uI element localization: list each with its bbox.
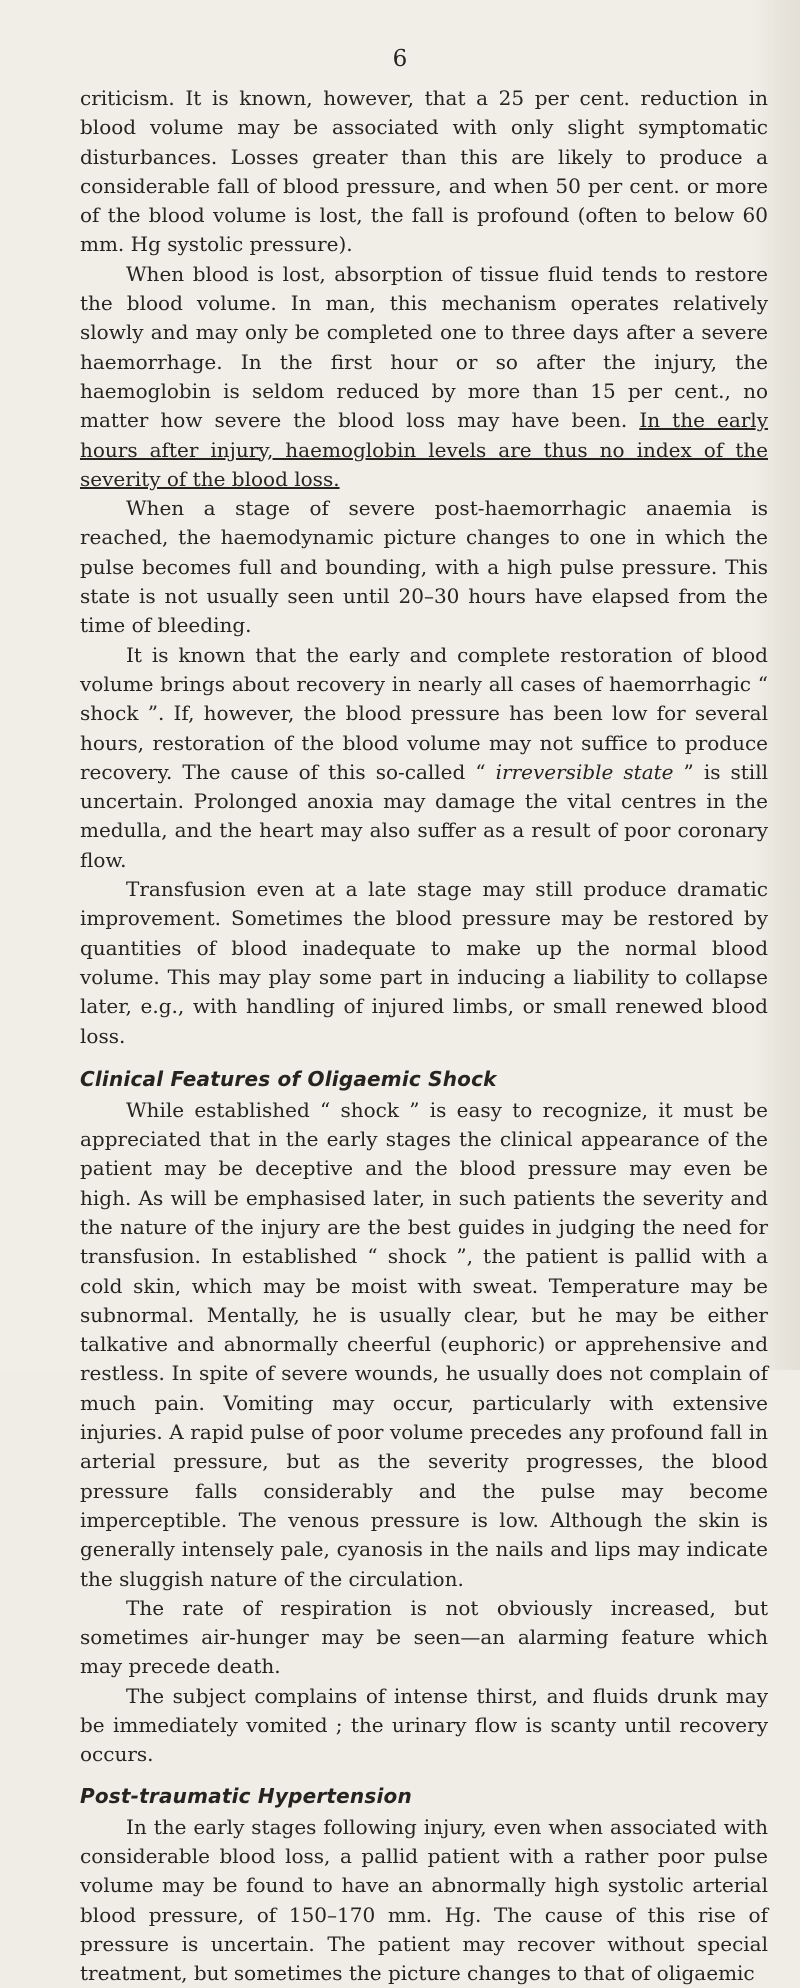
section-heading-post-traumatic-hypertension: Post-traumatic Hypertension: [80, 1783, 412, 1808]
text-column: [80, 84, 768, 1988]
paragraph-text: It is known that the early and complete restoration of blood volume brings about recovery in nearly all cases of haemorrhagic “ shock ”. If, however, the blood pressure has been low for several hours, restoration of the blood volume may not suffice to produce recovery. The cause of this so-called “: [80, 642, 768, 784]
paragraph-late-transfusion: Transfusion even at a late stage may still produce dramatic improvement. Sometimes the blood pressure may be restored by quantities of blood inadequate to make up the normal blood volume. This may play some part in inducing a liability to collapse later, e.g., with handling of injured limbs, or small renewed blood loss.: [80, 877, 768, 1048]
paragraph-tissue-fluid-absorption: [80, 260, 768, 494]
paragraph-text: ” is still uncertain. Prolonged anoxia may damage the vital centres in the medulla, and the heart may also suffer as a result of poor coronary flow.: [80, 759, 768, 872]
paragraph-thirst: The subject complains of intense thirst, and fluids drunk may be immediately vomited ; the urinary flow is scanty until recovery occurs.: [80, 1683, 768, 1767]
paragraph-irreversible-state: [80, 641, 768, 875]
page-number: 6: [392, 46, 408, 72]
italic-term: irreversible state: [495, 759, 674, 784]
paragraph-respiration: The rate of respiration is not obviously increased, but sometimes air-hunger may be seen—an alarming feature which may precede death.: [80, 1595, 768, 1679]
section-heading-clinical-features: Clinical Features of Oligaemic Shock: [80, 1066, 497, 1091]
paragraph-blood-volume-reduction: criticism. It is known, however, that a 25 per cent. reduction in blood volume may be associated with only slight symptomatic disturbances. Losses greater than this are likely to produce a considerable fall of blood pressure, and when 50 per cent. or more of the blood volume is lost, the fall is profound (often to below 60 mm. Hg systolic pressure).: [80, 86, 768, 257]
paragraph-established-shock: While established “ shock ” is easy to recognize, it must be appreciated that in the early stages the clinical appearance of the patient may be deceptive and the blood pressure may even be high. As will be emphasised later, in such patients the severity and the nature of the injury are the best guides in judging the need for transfusion. In established “ shock ”, the patient is pallid with a cold skin, which may be moist with sweat. Temperature may be subnormal. Mentally, he is usually clear, but he may be either talkative and abnormally cheerful (euphoric) or apprehensive and restless. In spite of severe wounds, he usually does not complain of much pain. Vomiting may occur, particularly with extensive injuries. A rapid pulse of poor volume precedes any profound fall in arterial pressure, but as the severity progresses, the blood pressure falls considerably and the pulse may become imperceptible. The venous pressure is low. Although the skin is generally intensely pale, cyanosis in the nails and lips may indicate the sluggish nature of the circulation.: [80, 1097, 768, 1591]
underlined-sentence: In the early hours after injury, haemoglobin levels are thus no index of the severity of the blood loss.: [80, 408, 769, 491]
paragraph-early-hypertension: In the early stages following injury, even when associated with considerable blood loss, a pallid patient with a rather poor pulse volume may be found to have an abnormally high systolic arterial blood pressure, of 150–170 mm. Hg. The cause of this rise of pressure is uncertain. The patient may recover without special treatment, but sometimes the picture changes to that of oligaemic: [80, 1814, 768, 1986]
paragraph-post-haemorrhagic-anaemia: When a stage of severe post-haemorrhagic anaemia is reached, the haemodynamic picture changes to one in which the pulse becomes full and bounding, with a high pulse pressure. This state is not usually seen until 20–30 hours have elapsed from the time of bleeding.: [80, 496, 768, 638]
paragraph-text: When blood is lost, absorption of tissue fluid tends to restore the blood volume. In man, this mechanism operates relatively slowly and may only be completed one to three days after a severe haemorrhage. In the first hour or so after the injury, the haemoglobin is seldom reduced by more than 15 per cent., no matter how severe the blood loss may have been.: [80, 261, 768, 433]
